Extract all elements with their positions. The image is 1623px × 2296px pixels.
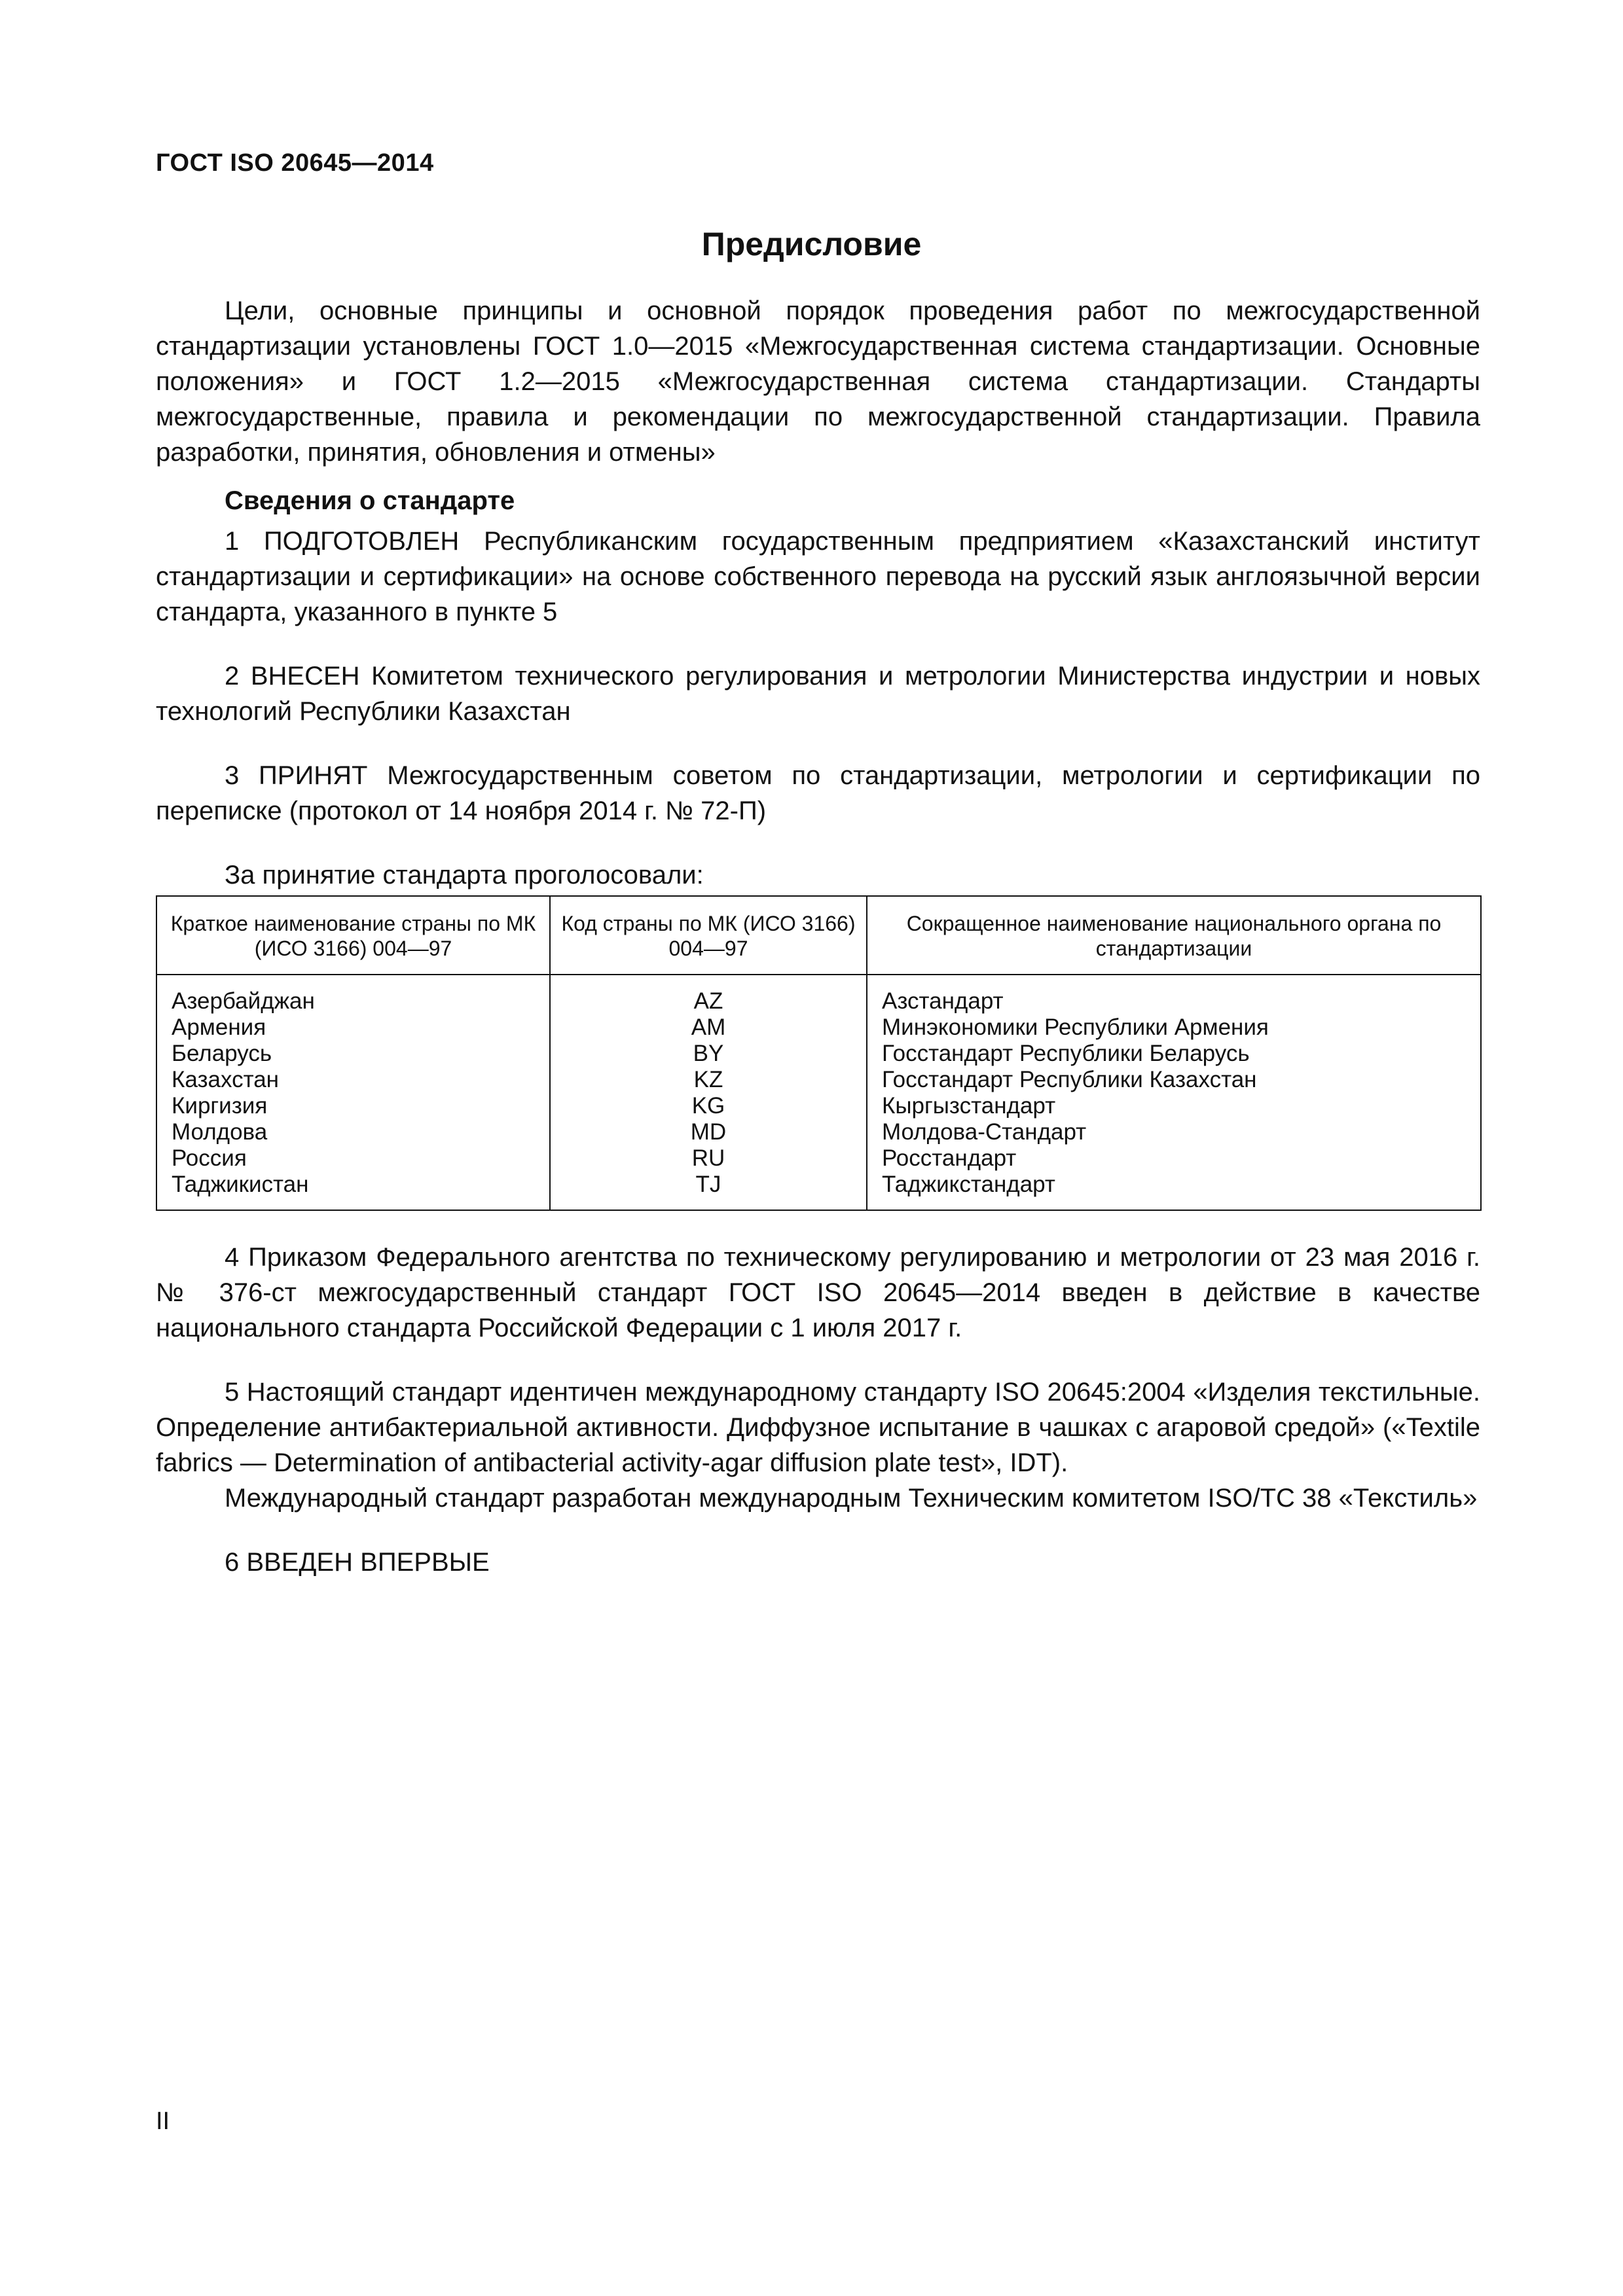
country-cell: Молдова — [156, 1119, 550, 1145]
item-6: 6 ВВЕДЕН ВПЕРВЫЕ — [225, 1548, 490, 1577]
table-row — [156, 1119, 1481, 1145]
body-cell: Таджикстандарт — [867, 1172, 1481, 1210]
header-body: Сокращенное наименование национального органа по стандартизации — [867, 896, 1481, 975]
code-cell: KZ — [550, 1067, 867, 1093]
item-5-note: Международный стандарт разработан международным Техническим комитетом ISO/TC 38 «Текстиль» — [225, 1484, 1478, 1513]
code-cell: RU — [550, 1145, 867, 1172]
table-row — [156, 975, 1481, 1014]
table-row — [156, 1172, 1481, 1210]
info-heading: Сведения о стандарте — [225, 486, 515, 515]
country-cell: Казахстан — [156, 1067, 550, 1093]
body-cell: Молдова-Стандарт — [867, 1119, 1481, 1145]
code-cell: BY — [550, 1041, 867, 1067]
country-cell: Таджикистан — [156, 1172, 550, 1210]
standard-designation: ГОСТ ISO 20645—2014 — [156, 149, 434, 177]
header-code: Код страны по МК (ИСО 3166) 004—97 — [550, 896, 867, 975]
foreword-body — [156, 293, 1480, 1580]
code-cell: AZ — [550, 975, 867, 1014]
body-cell: Росстандарт — [867, 1145, 1481, 1172]
table-header-row — [156, 896, 1481, 975]
body-cell: Кыргызстандарт — [867, 1093, 1481, 1119]
country-cell: Киргизия — [156, 1093, 550, 1119]
code-cell: TJ — [550, 1172, 867, 1210]
code-cell: AM — [550, 1014, 867, 1041]
vote-caption: За принятие стандарта проголосовали: — [225, 861, 704, 889]
votes-table — [156, 895, 1482, 1211]
header-country: Краткое наименование страны по МК (ИСО 3166) 004—97 — [156, 896, 550, 975]
item-1: 1 ПОДГОТОВЛЕН Республиканским государственным предприятием «Казахстанский институт стандартизации и сертификации» на основе собственного перевода на русский язык англоязычной версии стандарта, указанного в пункте 5 — [156, 527, 1480, 626]
table-row — [156, 1145, 1481, 1172]
item-5: 5 Настоящий стандарт идентичен международному стандарту ISO 20645:2004 «Изделия текстильные. Определение антибактериальной активности. Диффузное испытание в чашках с агаровой средой» («Textile fabrics — Determination of antibacterial activity-agar diffusion plate test», IDT). — [156, 1378, 1480, 1477]
table-row — [156, 1014, 1481, 1041]
country-cell: Беларусь — [156, 1041, 550, 1067]
intro-paragraph: Цели, основные принципы и основной порядок проведения работ по межгосударственной стандартизации установлены ГОСТ 1.0—2015 «Межгосударственная система стандартизации. Основные положения» и ГОСТ 1.2—2015 «Межгосударственная система стандартизации. Стандарты межгосударственные, правила и рекомендации по межгосударственной стандартизации. Правила разработки, принятия, обновления и отмены» — [156, 296, 1480, 467]
page-title: Предисловие — [701, 226, 922, 262]
body-cell: Азстандарт — [867, 975, 1481, 1014]
body-cell: Госстандарт Республики Беларусь — [867, 1041, 1481, 1067]
page-number: II — [156, 2108, 170, 2135]
body-cell: Госстандарт Республики Казахстан — [867, 1067, 1481, 1093]
code-cell: KG — [550, 1093, 867, 1119]
item-3: 3 ПРИНЯТ Межгосударственным советом по стандартизации, метрологии и сертификации по переписке (протокол от 14 ноября 2014 г. № 72-П) — [156, 761, 1480, 825]
item-4: 4 Приказом Федерального агентства по техническому регулированию и метрологии от 23 мая 2016 г. № 376-ст межгосударственный стандарт ГОСТ ISO 20645—2014 введен в действие в качестве национального стандарта Российской Федерации с 1 июля 2017 г. — [156, 1243, 1480, 1342]
table-row — [156, 1041, 1481, 1067]
country-cell: Азербайджан — [156, 975, 550, 1014]
table-row — [156, 1067, 1481, 1093]
code-cell: MD — [550, 1119, 867, 1145]
body-cell: Минэкономики Республики Армения — [867, 1014, 1481, 1041]
country-cell: Армения — [156, 1014, 550, 1041]
item-2: 2 ВНЕСЕН Комитетом технического регулирования и метрологии Министерства индустрии и новых технологий Республики Казахстан — [156, 662, 1480, 726]
table-row — [156, 1093, 1481, 1119]
country-cell: Россия — [156, 1145, 550, 1172]
